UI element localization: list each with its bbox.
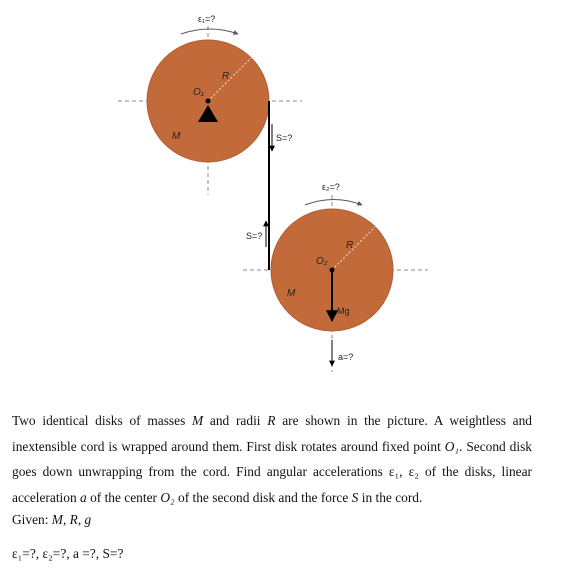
disk1-radius-label: R — [222, 71, 230, 82]
disk1-mass-label: M — [172, 131, 181, 142]
problem-text-3: are shown in the picture. A weightless and inextensible cord is wrapped around them. First disk rotates around fixed point — [12, 413, 533, 454]
disk1-center-label: O₁ — [193, 87, 204, 98]
disk2-angular-accel-arrow — [305, 200, 362, 206]
weight-label: Mg — [337, 306, 350, 316]
problem-text-6: of the second disk and the force — [174, 489, 352, 505]
problem-text-1: Two identical disks of masses — [12, 413, 193, 428]
disk2-angular-accel-label: ε₂=? — [322, 182, 340, 192]
problem-point-o2: O₂ — [160, 489, 175, 505]
tension-label-lower: S=? — [246, 231, 263, 241]
given-values: M, R, g — [51, 512, 92, 527]
disk2-center-label: O₂ — [316, 256, 328, 267]
given-label: Given: — [12, 512, 52, 527]
find-values: ε₁=?, ε₂=?, a =?, S=? — [12, 546, 124, 561]
problem-text-7: in the cord. — [358, 489, 423, 505]
disk1-angular-accel-label: ε₁=? — [198, 14, 216, 24]
tension-label-upper: S=? — [276, 133, 293, 143]
disk1-center-point — [206, 99, 211, 104]
problem-text-5: of the center — [86, 489, 161, 505]
problem-text-2: and radii — [203, 413, 268, 428]
problem-radius-symbol: R — [267, 413, 276, 428]
problem-mass-symbol: M — [192, 413, 204, 428]
problem-statement — [12, 408, 532, 510]
problem-text-4: . Second disk goes down unwrapping from the cord. Find angular accelerations ε₁, ε₂ of the disks, linear acceleration — [12, 438, 532, 505]
disk2-center-point — [330, 268, 335, 273]
disk2-mass-label: M — [287, 288, 296, 299]
acceleration-label: a=? — [338, 352, 354, 362]
given-line — [12, 512, 91, 528]
disk1-angular-accel-arrow — [181, 29, 238, 34]
problem-accel-symbol: a — [80, 489, 87, 505]
disk2-radius-label: R — [346, 240, 354, 251]
problem-force-symbol: S — [351, 489, 359, 505]
find-line — [12, 546, 123, 562]
problem-point-o1: O₁ — [444, 438, 460, 454]
